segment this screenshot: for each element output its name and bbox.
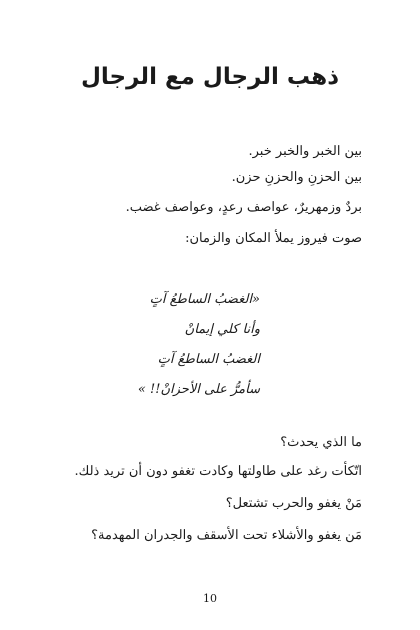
text-line-4: صوت فيروز يملأ المكان والزمان: bbox=[185, 231, 362, 246]
text-line-5: ما الذي يحدث؟ bbox=[280, 435, 362, 450]
text-line-7: مَنْ يغفو والحرب تشتعل؟ bbox=[225, 496, 362, 511]
text-line-8: مَن يغفو والأشلاء تحت الأسقف والجدران المهدمة؟ bbox=[91, 528, 362, 543]
text-line-2: بين الحزنِ والحزنِ حزن. bbox=[231, 170, 362, 185]
text-line-1: بين الخبر والخبر خبر. bbox=[248, 144, 362, 159]
chapter-title: ذهب الرجال مع الرجال bbox=[80, 64, 340, 90]
page-number: 10 bbox=[203, 592, 217, 605]
text-line-3: بردٌ وزمهريرٌ، عواصف رعدٍ، وعواصف غضب. bbox=[125, 200, 362, 215]
poem-line-2: وأنا كلي إيمانْ bbox=[184, 322, 260, 337]
poem-line-4: سأمرُّ على الأحزانْ!! » bbox=[137, 382, 260, 397]
poem-line-1: «الغضبُ الساطعُ آتٍ bbox=[149, 292, 260, 307]
poem-line-3: الغضبُ الساطعُ آتٍ bbox=[157, 352, 260, 367]
text-line-6: اتّكأت رغد على طاولتها وكادت تغفو دون أن تريد ذلك. bbox=[74, 464, 362, 479]
